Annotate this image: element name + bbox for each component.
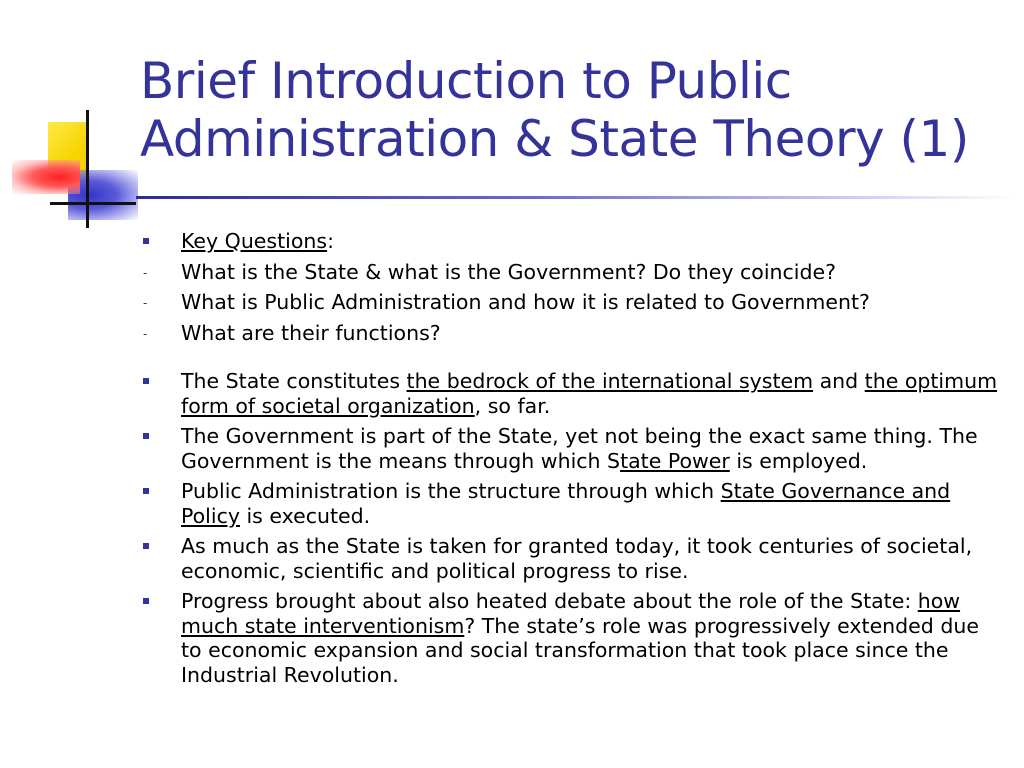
- dash-bullet-icon: -: [143, 326, 148, 341]
- square-bullet-icon: [143, 488, 149, 494]
- item-text: and: [813, 369, 865, 393]
- underlined-text: Key Questions: [181, 229, 328, 253]
- slide-title: [140, 52, 1000, 168]
- title-line-1: Brief Introduction to Public: [140, 52, 792, 110]
- underlined-text: how much state interventionism: [181, 589, 961, 638]
- item-text: What is Public Administration and how it is related to Government?: [181, 290, 870, 314]
- item-text: The State constitutes: [181, 369, 407, 393]
- underlined-text: the bedrock of the international system: [406, 369, 814, 393]
- dash-bullet-icon: -: [143, 296, 148, 310]
- item-text: , so far.: [474, 393, 551, 418]
- underlined-text: tate Power: [620, 448, 730, 473]
- underlined-text: the optimum form of societal organization: [181, 369, 998, 418]
- square-bullet-icon: [143, 598, 149, 604]
- slide-body: [140, 229, 1000, 693]
- bullet-item: [140, 229, 1000, 254]
- color-blocks-logo-icon: [0, 100, 150, 240]
- bullet-item: [140, 589, 1000, 687]
- sub-question-item: [140, 260, 1000, 285]
- title-divider: [136, 196, 1016, 199]
- item-text: is employed.: [729, 448, 868, 473]
- square-bullet-icon: [143, 433, 149, 439]
- vertical-line: [86, 110, 89, 228]
- bullet-item: [140, 479, 1000, 528]
- sub-question-item: [140, 290, 1000, 315]
- dash-bullet-icon: -: [143, 265, 148, 280]
- item-text: What is the State & what is the Government? Do they coincide?: [181, 259, 836, 284]
- square-bullet-icon: [143, 378, 149, 384]
- title-line-2: Administration & State Theory (1): [140, 110, 969, 168]
- item-text: What are their functions?: [181, 320, 441, 345]
- item-text: Progress brought about also heated debate about the role of the State:: [181, 589, 918, 613]
- sub-question-item: [140, 321, 1000, 346]
- square-bullet-icon: [143, 543, 149, 549]
- item-text: is executed.: [239, 503, 371, 528]
- item-text: Public Administration is the structure through which: [181, 479, 721, 503]
- item-text: ? The state’s role was progressively extended due to economic expansion and social transformation that took place since the Industrial Revolution.: [181, 613, 979, 687]
- item-text: :: [327, 229, 334, 253]
- underlined-text: State Governance and Policy: [181, 479, 951, 528]
- item-text: As much as the State is taken for granted today, it took centuries of societal, economic, scientific and political progress to rise.: [181, 534, 973, 583]
- item-text: The Government is part of the State, yet not being the exact same thing. The Government is the means through which S: [181, 424, 978, 473]
- bullet-item: [140, 534, 1000, 583]
- red-block: [12, 160, 80, 194]
- square-bullet-icon: [143, 238, 149, 244]
- bullet-item: [140, 369, 1000, 418]
- horizontal-line: [50, 202, 136, 205]
- bullet-item: [140, 424, 1000, 473]
